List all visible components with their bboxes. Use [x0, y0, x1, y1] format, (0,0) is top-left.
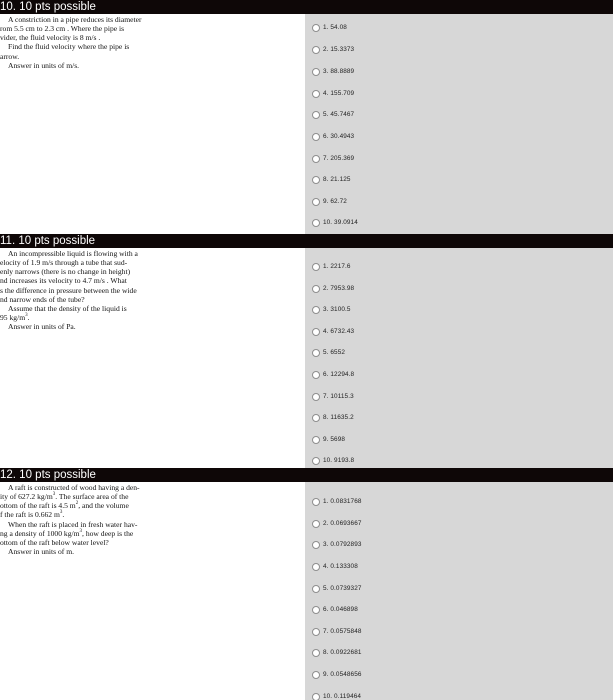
radio-button[interactable]	[312, 24, 320, 32]
problem-line: elocity of 1.9 m/s through a tube that sud-	[0, 258, 128, 268]
radio-button[interactable]	[312, 155, 320, 163]
question-10	[0, 0, 613, 234]
radio-button[interactable]	[312, 328, 320, 336]
option-label: 7. 205.369	[323, 155, 355, 162]
problem-line: nd narrow ends of the tube?	[0, 294, 85, 304]
radio-button[interactable]	[312, 285, 320, 293]
answer-units: Answer in units of Pa.	[8, 322, 76, 332]
problem-text-fragment: , how deep is the	[82, 528, 134, 538]
radio-button[interactable]	[312, 436, 320, 444]
answer-option[interactable]	[305, 19, 613, 36]
option-label: 10. 0.119464	[323, 693, 362, 700]
answer-option[interactable]	[305, 41, 613, 58]
radio-button[interactable]	[312, 68, 320, 76]
problem-text	[0, 249, 196, 331]
option-label: 2. 0.0693667	[323, 520, 362, 527]
option-label: 3. 0.0792893	[323, 541, 362, 548]
problem-text-fragment: ity of 627.2 kg/m	[0, 492, 53, 502]
superscript: 3	[25, 313, 28, 319]
answer-option[interactable]	[305, 431, 613, 448]
problem-line: An incompressible liquid is flowing with a	[8, 249, 138, 258]
radio-button[interactable]	[312, 176, 320, 184]
answer-option[interactable]	[305, 409, 613, 426]
answer-option[interactable]	[305, 452, 613, 469]
problem-text	[0, 15, 196, 70]
problem-line: Find the fluid velocity where the pipe is	[8, 42, 130, 52]
radio-button[interactable]	[312, 606, 320, 614]
option-label: 6. 30.4943	[323, 133, 355, 140]
option-label: 3. 3100.5	[323, 306, 351, 313]
answer-option[interactable]	[305, 171, 613, 188]
answer-option[interactable]	[305, 558, 613, 575]
radio-button[interactable]	[312, 563, 320, 571]
option-label: 9. 62.72	[323, 198, 347, 205]
answer-option[interactable]	[305, 601, 613, 618]
problem-text	[0, 483, 196, 556]
answer-option[interactable]	[305, 301, 613, 318]
radio-button[interactable]	[312, 585, 320, 593]
option-label: 4. 6732.43	[323, 328, 355, 335]
problem-line: s the difference in pressure between the wide	[0, 285, 137, 295]
radio-button[interactable]	[312, 263, 320, 271]
problem-line: enly narrows (there is no change in height)	[0, 267, 131, 277]
problem-text-fragment: .	[27, 313, 30, 323]
option-label: 4. 155.709	[323, 90, 355, 97]
problem-text-fragment: .	[62, 510, 65, 520]
radio-button[interactable]	[312, 693, 320, 700]
option-label: 5. 0.0739327	[323, 585, 362, 592]
answer-option[interactable]	[305, 258, 613, 275]
problem-text-fragment: , and the volume	[78, 501, 129, 511]
problem-text-fragment: . The surface area of the	[55, 492, 129, 502]
answer-option[interactable]	[305, 106, 613, 123]
problem-line	[0, 501, 196, 510]
problem-line	[0, 510, 196, 519]
question-header: 10. 10 pts possible	[0, 0, 613, 14]
radio-button[interactable]	[312, 349, 320, 357]
problem-text-fragment: ng a density of 1000 kg/m	[0, 528, 80, 538]
question-header: 11. 10 pts possible	[0, 234, 613, 248]
answer-choices-panel	[305, 248, 613, 468]
problem-line: Assume that the density of the liquid is	[8, 303, 127, 313]
problem-line: When the raft is placed in fresh water hav-	[8, 519, 138, 529]
answer-option[interactable]	[305, 193, 613, 210]
option-label: 3. 88.8889	[323, 68, 355, 75]
answer-option[interactable]	[305, 536, 613, 553]
radio-button[interactable]	[312, 649, 320, 657]
option-label: 6. 0.046898	[323, 606, 358, 613]
answer-option[interactable]	[305, 128, 613, 145]
answer-option[interactable]	[305, 323, 613, 340]
radio-button[interactable]	[312, 46, 320, 54]
answer-units: Answer in units of m/s.	[8, 60, 80, 70]
option-label: 8. 21.125	[323, 176, 351, 183]
question-12	[0, 468, 613, 700]
answer-option[interactable]	[305, 623, 613, 640]
radio-button[interactable]	[312, 520, 320, 528]
option-label: 2. 15.3373	[323, 46, 355, 53]
answer-units: Answer in units of m.	[8, 547, 75, 557]
answer-option[interactable]	[305, 214, 613, 231]
answer-option[interactable]	[305, 666, 613, 683]
option-label: 6. 12294.8	[323, 371, 355, 378]
superscript: 3	[52, 492, 56, 498]
option-label: 9. 5698	[323, 436, 346, 443]
radio-button[interactable]	[312, 219, 320, 227]
problem-line: vider, the fluid velocity is 8 m/s .	[0, 33, 101, 43]
answer-option[interactable]	[305, 515, 613, 532]
answer-choices-panel	[305, 482, 613, 700]
radio-button[interactable]	[312, 671, 320, 679]
option-label: 2. 7953.98	[323, 285, 355, 292]
radio-button[interactable]	[312, 498, 320, 506]
problem-line: arrow.	[0, 51, 20, 61]
radio-button[interactable]	[312, 90, 320, 98]
radio-button[interactable]	[312, 306, 320, 314]
question-header: 12. 10 pts possible	[0, 468, 613, 482]
problem-line	[0, 492, 196, 501]
radio-button[interactable]	[312, 133, 320, 141]
problem-line: ottom of the raft below water level?	[0, 537, 109, 547]
answer-option[interactable]	[305, 63, 613, 80]
option-label: 7. 0.0575848	[323, 628, 362, 635]
option-label: 1. 0.0831768	[323, 498, 362, 505]
answer-option[interactable]	[305, 388, 613, 405]
problem-line: nd increases its velocity to 4.7 m/s . What	[0, 276, 127, 286]
answer-option[interactable]	[305, 280, 613, 297]
answer-option[interactable]	[305, 366, 613, 383]
superscript: 2	[75, 501, 79, 507]
problem-text-fragment: ottom of the raft is 4.5 m	[0, 501, 76, 511]
radio-button[interactable]	[312, 111, 320, 119]
answer-option[interactable]	[305, 644, 613, 661]
option-label: 7. 10115.3	[323, 393, 354, 400]
answer-option[interactable]	[305, 693, 613, 700]
answer-option[interactable]	[305, 344, 613, 361]
option-label: 10. 9193.8	[323, 457, 355, 464]
superscript: 3	[59, 510, 63, 516]
radio-button[interactable]	[312, 541, 320, 549]
radio-button[interactable]	[312, 628, 320, 636]
option-label: 1. 54.08	[323, 24, 347, 31]
option-label: 9. 0.0548656	[323, 671, 362, 678]
option-label: 1. 2217.6	[323, 263, 351, 270]
answer-choices-panel	[305, 14, 613, 234]
problem-line: rom 5.5 cm to 2.3 cm . Where the pipe is	[0, 24, 125, 34]
answer-option[interactable]	[305, 85, 613, 102]
problem-line: A constriction in a pipe reduces its diameter	[8, 15, 142, 24]
answer-option[interactable]	[305, 150, 613, 167]
superscript: 3	[79, 528, 83, 534]
radio-button[interactable]	[312, 414, 320, 422]
problem-line: A raft is constructed of wood having a den-	[8, 483, 140, 492]
answer-option[interactable]	[305, 493, 613, 510]
problem-text-fragment: f the raft is 0.662 m	[0, 510, 60, 520]
question-11	[0, 234, 613, 468]
option-label: 5. 6552	[323, 349, 346, 356]
radio-button[interactable]	[312, 457, 320, 465]
radio-button[interactable]	[312, 371, 320, 379]
problem-line	[0, 313, 196, 322]
option-label: 10. 39.0914	[323, 219, 358, 226]
option-label: 4. 0.133308	[323, 563, 358, 570]
answer-option[interactable]	[305, 580, 613, 597]
option-label: 5. 45.7467	[323, 111, 355, 118]
option-label: 8. 11635.2	[323, 414, 354, 421]
problem-text-fragment: 95 kg/m	[0, 313, 26, 323]
problem-line	[0, 529, 196, 538]
radio-button[interactable]	[312, 393, 320, 401]
radio-button[interactable]	[312, 198, 320, 206]
option-label: 8. 0.0922681	[323, 649, 362, 656]
